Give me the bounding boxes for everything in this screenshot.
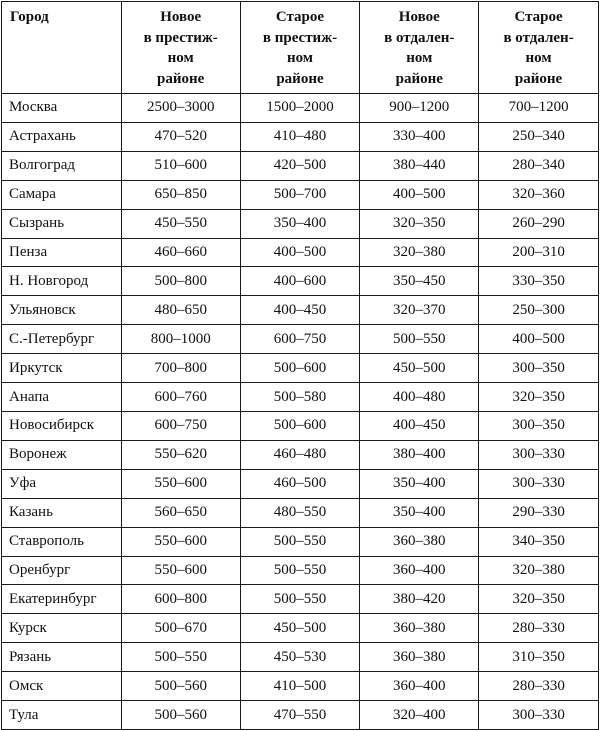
city-cell: Иркутск [2,354,122,383]
new-remote-cell: 400–480 [360,383,479,412]
old-remote-cell: 260–290 [479,209,599,238]
old-prestige-cell: 500–550 [240,556,360,585]
city-cell: Ставрополь [2,527,122,556]
city-cell: Анапа [2,383,122,412]
city-cell: Ульяновск [2,296,122,325]
new-prestige-cell: 550–600 [121,527,240,556]
new-prestige-cell: 650–850 [121,180,240,209]
header-new-prestige [121,2,240,94]
old-remote-cell: 300–330 [479,469,599,498]
old-prestige-cell: 460–500 [240,469,360,498]
new-remote-cell: 320–400 [360,701,479,730]
old-remote-cell: 250–340 [479,122,599,151]
table-row [2,643,599,672]
header-line: районе [395,70,443,87]
city-cell: Курск [2,614,122,643]
old-remote-cell: 280–330 [479,614,599,643]
city-cell: Омск [2,672,122,701]
header-line: Новое [160,9,202,25]
city-cell: Уфа [2,469,122,498]
city-cell: Оренбург [2,556,122,585]
old-prestige-cell: 500–580 [240,383,360,412]
old-prestige-cell: 500–700 [240,180,360,209]
old-prestige-cell: 500–550 [240,585,360,614]
new-remote-cell: 900–1200 [360,94,479,123]
table-row [2,383,599,412]
old-prestige-cell: 460–480 [240,440,360,469]
table-row [2,209,599,238]
new-prestige-cell: 550–600 [121,469,240,498]
old-remote-cell: 280–330 [479,672,599,701]
table-row [2,527,599,556]
new-remote-cell: 380–420 [360,585,479,614]
new-prestige-cell: 600–750 [121,411,240,440]
header-line: в престиж- [143,29,218,46]
new-prestige-cell: 480–650 [121,296,240,325]
new-prestige-cell: 800–1000 [121,325,240,354]
new-remote-cell: 330–400 [360,122,479,151]
new-prestige-cell: 500–560 [121,701,240,730]
old-remote-cell: 300–350 [479,411,599,440]
table-row [2,440,599,469]
new-remote-cell: 360–400 [360,556,479,585]
old-remote-cell: 330–350 [479,267,599,296]
new-remote-cell: 320–370 [360,296,479,325]
new-remote-cell: 350–400 [360,498,479,527]
header-line: Старое [514,9,563,25]
old-remote-cell: 320–360 [479,180,599,209]
old-prestige-cell: 410–500 [240,672,360,701]
old-remote-cell: 320–350 [479,383,599,412]
table-row [2,94,599,123]
old-remote-cell: 320–350 [479,585,599,614]
city-cell: Новосибирск [2,411,122,440]
header-line: Старое [275,9,325,25]
new-prestige-cell: 600–760 [121,383,240,412]
table-row [2,325,599,354]
table-row [2,267,599,296]
price-table [1,1,599,730]
old-remote-cell: 310–350 [479,643,599,672]
old-remote-cell: 300–330 [479,701,599,730]
header-line: ном [167,50,194,66]
city-cell: Воронеж [2,440,122,469]
city-cell: Москва [2,94,122,123]
old-prestige-cell: 420–500 [240,151,360,180]
new-remote-cell: 400–500 [360,180,479,209]
new-remote-cell: 360–380 [360,643,479,672]
new-prestige-cell: 500–670 [121,614,240,643]
old-prestige-cell: 480–550 [240,498,360,527]
header-row [2,2,599,94]
new-prestige-cell: 460–660 [121,238,240,267]
old-prestige-cell: 410–480 [240,122,360,151]
table-row [2,180,599,209]
header-line: в престиж- [262,29,338,46]
table-row [2,585,599,614]
table-row [2,354,599,383]
header-city [2,2,122,94]
new-remote-cell: 500–550 [360,325,479,354]
table-row [2,151,599,180]
new-prestige-cell: 700–800 [121,354,240,383]
city-cell: Самара [2,180,122,209]
old-remote-cell: 340–350 [479,527,599,556]
old-remote-cell: 300–350 [479,354,599,383]
new-remote-cell: 450–500 [360,354,479,383]
old-remote-cell: 250–300 [479,296,599,325]
header-line: районе [157,70,205,87]
city-cell: Н. Новгород [2,267,122,296]
new-prestige-cell: 550–620 [121,440,240,469]
old-remote-cell: 200–310 [479,238,599,267]
header-line: районе [276,70,324,87]
old-remote-cell: 300–330 [479,440,599,469]
new-remote-cell: 350–450 [360,267,479,296]
header-line: ном [525,50,552,66]
table-row [2,411,599,440]
old-prestige-cell: 500–550 [240,527,360,556]
city-cell: Сызрань [2,209,122,238]
new-remote-cell: 360–380 [360,527,479,556]
new-remote-cell: 400–450 [360,411,479,440]
new-remote-cell: 320–350 [360,209,479,238]
header-line: в отдален- [384,29,455,46]
new-prestige-cell: 2500–3000 [121,94,240,123]
new-prestige-cell: 560–650 [121,498,240,527]
old-prestige-cell: 350–400 [240,209,360,238]
old-prestige-cell: 450–530 [240,643,360,672]
header-line: ном [286,50,314,66]
header-new-remote [360,2,479,94]
old-prestige-cell: 500–600 [240,354,360,383]
table-row [2,498,599,527]
city-cell: Рязань [2,643,122,672]
new-remote-cell: 360–400 [360,672,479,701]
new-remote-cell: 380–440 [360,151,479,180]
city-cell: Астрахань [2,122,122,151]
city-cell: Казань [2,498,122,527]
new-remote-cell: 350–400 [360,469,479,498]
old-remote-cell: 400–500 [479,325,599,354]
table-body [2,94,599,730]
old-prestige-cell: 500–600 [240,411,360,440]
old-prestige-cell: 400–600 [240,267,360,296]
header-city-line: Город [10,9,49,25]
old-prestige-cell: 470–550 [240,701,360,730]
new-prestige-cell: 500–550 [121,643,240,672]
header-old-prestige [240,2,360,94]
new-remote-cell: 360–380 [360,614,479,643]
new-remote-cell: 320–380 [360,238,479,267]
header-line: районе [514,70,563,87]
old-remote-cell: 290–330 [479,498,599,527]
table-row [2,469,599,498]
old-remote-cell: 320–380 [479,556,599,585]
table-row [2,556,599,585]
header-line: в отдален- [503,29,574,46]
city-cell: Тула [2,701,122,730]
city-cell: Волгоград [2,151,122,180]
old-prestige-cell: 400–450 [240,296,360,325]
table-row [2,672,599,701]
header-line: Новое [398,9,440,25]
city-cell: С.-Петербург [2,325,122,354]
old-remote-cell: 280–340 [479,151,599,180]
table-row [2,296,599,325]
table-row [2,238,599,267]
city-cell: Екатеринбург [2,585,122,614]
old-prestige-cell: 400–500 [240,238,360,267]
table-row [2,122,599,151]
header-old-remote [479,2,599,94]
new-prestige-cell: 510–600 [121,151,240,180]
new-prestige-cell: 470–520 [121,122,240,151]
old-prestige-cell: 450–500 [240,614,360,643]
table-row [2,614,599,643]
new-prestige-cell: 450–550 [121,209,240,238]
new-remote-cell: 380–400 [360,440,479,469]
city-cell: Пенза [2,238,122,267]
table-row [2,701,599,730]
header-line: ном [406,50,433,66]
new-prestige-cell: 500–560 [121,672,240,701]
new-prestige-cell: 500–800 [121,267,240,296]
old-remote-cell: 700–1200 [479,94,599,123]
old-prestige-cell: 1500–2000 [240,94,360,123]
new-prestige-cell: 600–800 [121,585,240,614]
new-prestige-cell: 550–600 [121,556,240,585]
old-prestige-cell: 600–750 [240,325,360,354]
